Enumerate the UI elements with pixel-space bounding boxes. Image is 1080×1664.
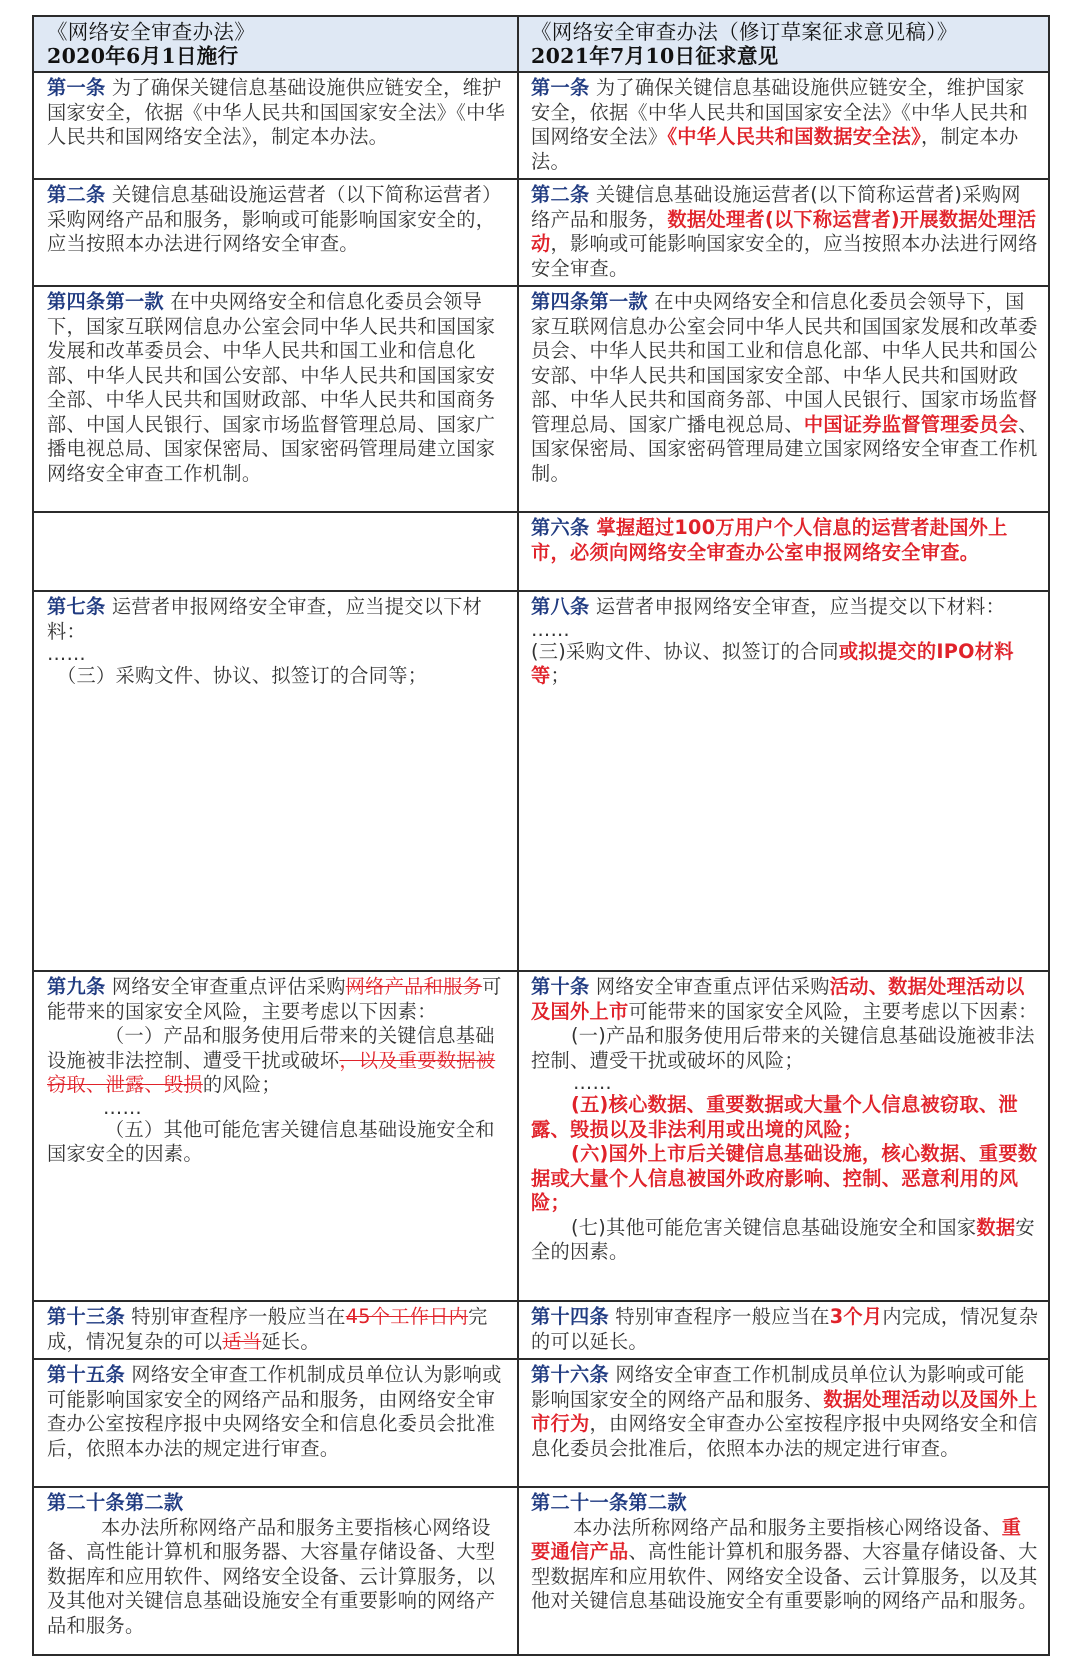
ellipsis: …… xyxy=(47,642,86,665)
right-column-header xyxy=(518,16,1049,72)
right-cell xyxy=(518,179,1049,286)
article-text: 为了确保关键信息基础设施供应链安全，维护国家安全，依据《中华人民共和国国家安全法》《中华人民共和国网络安全法》 xyxy=(531,76,1029,148)
article-item xyxy=(47,1024,511,1098)
article-text: 可能带来的国家安全风险，主要考虑以下因素： xyxy=(628,999,1038,1023)
table-row xyxy=(33,1359,1049,1487)
right-cell xyxy=(518,1301,1049,1359)
article-text: 的风险； xyxy=(202,1073,281,1096)
article-text: 、高性能计算机和服务器、大容量存储设备、大型数据库和应用软件、网络安全设备、云计算服务，以及其他对关键信息基础设施安全有重要影响的网络产品和服务。 xyxy=(531,1540,1038,1612)
left-cell-empty xyxy=(33,512,518,591)
added-text: 重要通信产品 xyxy=(531,1515,1022,1563)
article-text: 本办法所称网络产品和服务主要指核心网络设备、 xyxy=(573,1515,1002,1539)
article-number: 第二十条第二款 xyxy=(47,1491,184,1514)
left-doc-date: 2020年6月1日施行 xyxy=(47,44,239,68)
added-text: 3个月 xyxy=(829,1305,883,1328)
article-number: 第二十一条第二款 xyxy=(531,1491,687,1514)
deleted-text: 网络产品和服务 xyxy=(345,975,483,998)
table-row xyxy=(33,512,1049,591)
article-text: 特别审查程序一般应当在 xyxy=(608,1305,830,1328)
article-item xyxy=(531,640,1040,689)
article-text: ，由网络安全审查办公室按程序报中央网络安全和信息化委员会批准后，依照本办法的规定进行审查。 xyxy=(531,1412,1038,1460)
left-cell xyxy=(33,72,518,179)
added-text: 活动、数据处理活动以及国外上市 xyxy=(531,975,1025,1023)
article-item xyxy=(531,1093,1040,1142)
right-cell xyxy=(518,1359,1049,1487)
left-cell xyxy=(33,1359,518,1487)
article-text: (一)产品和服务使用后带来的关键信息基础设施被非法控制、遭受干扰或破坏的风险； xyxy=(531,1024,1035,1072)
left-doc-title: 《网络安全审查办法》 xyxy=(47,20,255,44)
deleted-text: 适当 xyxy=(222,1329,262,1353)
ellipsis: …… xyxy=(103,1095,142,1119)
table-row xyxy=(33,1487,1049,1655)
left-cell xyxy=(33,286,518,512)
article-text: 网络安全审查重点评估采购 xyxy=(105,975,346,998)
table-row xyxy=(33,971,1049,1301)
article-text: 在中央网络安全和信息化委员会领导下，国家互联网信息办公室会同中华人民共和国国家发展和改革委员会、中华人民共和国工业和信息化部、中华人民共和国公安部、中华人民共和国国家安全部、中华人民共和国财政部、中华人民共和国商务部、中国人民银行、国家市场监督管理总局、国家广播电视总局、国家保密局、国家密码管理局建立国家网络安全审查工作机制。 xyxy=(47,290,496,485)
left-cell xyxy=(33,1301,518,1359)
article-text: 特别审查程序一般应当在 xyxy=(124,1305,346,1328)
right-cell xyxy=(518,591,1049,971)
left-cell xyxy=(33,179,518,286)
article-text: ，影响或可能影响国家安全的，应当按照本办法进行网络安全审查。 xyxy=(531,232,1038,280)
article-number: 第四条第一款 xyxy=(531,290,648,313)
article-item xyxy=(47,1118,511,1167)
ellipsis: …… xyxy=(573,1071,612,1094)
article-number: 第十五条 xyxy=(47,1363,125,1386)
table-row xyxy=(33,591,1049,971)
article-text: ，制定本办法。 xyxy=(531,125,1019,173)
article-item xyxy=(47,1516,511,1639)
article-number: 第十四条 xyxy=(531,1305,609,1328)
left-cell xyxy=(33,971,518,1301)
article-number: 第四条第一款 xyxy=(47,290,164,313)
article-text: （五）其他可能危害关键信息基础设施安全和国家安全的因素。 xyxy=(47,1117,495,1165)
table-row xyxy=(33,286,1049,512)
article-item xyxy=(531,1142,1040,1216)
article-text: 在中央网络安全和信息化委员会领导下，国家互联网信息办公室会同中华人民共和国国家发展和改革委员会、中华人民共和国工业和信息化部、中华人民共和国公安部、中华人民共和国国家安全部、中华人民共和国财政部、中华人民共和国商务部、中国人民银行、国家市场监督管理总局、国家广播电视总局、 xyxy=(531,290,1038,436)
right-doc-title: 《网络安全审查办法（修订草案征求意见稿）》 xyxy=(531,20,958,44)
left-cell xyxy=(33,1487,518,1655)
article-number: 第九条 xyxy=(47,975,106,998)
article-number: 第十三条 xyxy=(47,1305,125,1328)
added-text: (五)核心数据、重要数据或大量个人信息被窃取、泄露、毁损以及非法利用或出境的风险； xyxy=(531,1093,1018,1141)
comparison-document xyxy=(32,15,1048,1656)
article-text: ； xyxy=(550,664,570,687)
added-text: 数据 xyxy=(976,1215,1016,1239)
deleted-text: ，以及重要数据被窃取、泄露、毁损 xyxy=(47,1048,496,1096)
added-text: 数据处理者(以下称运营者)开展数据处理活动 xyxy=(531,207,1037,255)
article-text: 安全的因素。 xyxy=(531,1215,1035,1263)
article-number: 第二条 xyxy=(531,183,590,206)
article-text: 关键信息基础设施运营者(以下简称运营者)采购网络产品和服务， xyxy=(531,183,1021,231)
table-row xyxy=(33,1301,1049,1359)
added-text: 掌握超过100万用户个人信息的运营者赴国外上市，必须向网络安全审查办公室申报网络安全审查。 xyxy=(531,516,1008,564)
right-cell xyxy=(518,1487,1049,1655)
article-text: 网络安全审查工作机制成员单位认为影响或可能影响国家安全的网络产品和服务、 xyxy=(531,1363,1025,1411)
article-number: 第八条 xyxy=(531,595,590,618)
article-number: 第十条 xyxy=(531,975,590,998)
ellipsis: …… xyxy=(531,617,570,641)
article-number: 第十六条 xyxy=(531,1363,609,1386)
comparison-table xyxy=(32,15,1050,1656)
table-row xyxy=(33,72,1049,179)
article-number: 第七条 xyxy=(47,595,106,618)
right-doc-date: 2021年7月10日征求意见 xyxy=(531,44,779,68)
added-text: (六)国外上市后关键信息基础设施，核心数据、重要数据或大量个人信息被国外政府影响、控制、恶意利用的风险； xyxy=(531,1142,1038,1214)
article-number: 第六条 xyxy=(531,516,590,539)
article-number: 第一条 xyxy=(531,76,590,99)
article-text: （一）产品和服务使用后带来的关键信息基础设施被非法控制、遭受干扰或破坏 xyxy=(47,1024,495,1072)
article-number: 第一条 xyxy=(47,76,106,99)
article-text: 运营者申报网络安全审查，应当提交以下材料： xyxy=(589,595,1006,618)
added-text: 《中华人民共和国数据安全法》 xyxy=(667,125,922,148)
right-cell xyxy=(518,72,1049,179)
article-item xyxy=(531,1516,1040,1614)
article-text: 运营者申报网络安全审查，应当提交以下材料： xyxy=(47,595,483,643)
added-text: 或拟提交的IPO材料等 xyxy=(531,639,1014,687)
article-item: （三）采购文件、协议、拟签订的合同等； xyxy=(57,664,428,687)
added-text: 数据处理活动以及国外上市行为 xyxy=(531,1387,1038,1435)
deleted-text: 45个工作日内 xyxy=(345,1305,469,1328)
article-text: 网络安全审查工作机制成员单位认为影响或可能影响国家安全的网络产品和服务，由网络安全审查办公室按程序报中央网络安全和信息化委员会批准后，依照本办法的规定进行审查。 xyxy=(47,1363,502,1460)
article-text: 为了确保关键信息基础设施供应链安全，维护国家安全，依据《中华人民共和国国家安全法》《中华人民共和国网络安全法》，制定本办法。 xyxy=(47,76,506,148)
left-column-header xyxy=(33,16,518,72)
article-text: 关键信息基础设施运营者（以下简称运营者）采购网络产品和服务，影响或可能影响国家安全的，应当按照本办法进行网络安全审查。 xyxy=(47,183,502,255)
article-text: (三)采购文件、协议、拟签订的合同 xyxy=(531,639,839,663)
right-cell xyxy=(518,971,1049,1301)
article-text: 网络安全审查重点评估采购 xyxy=(589,975,830,998)
article-text: 内完成，情况复杂的可以延长。 xyxy=(531,1305,1039,1353)
table-row xyxy=(33,179,1049,286)
right-cell xyxy=(518,286,1049,512)
article-number: 第二条 xyxy=(47,183,106,206)
article-text: (七)其他可能危害关键信息基础设施安全和国家 xyxy=(571,1215,977,1239)
article-text: 、国家保密局、国家密码管理局建立国家网络安全审查工作机制。 xyxy=(531,412,1038,485)
article-text: 完成，情况复杂的可以 xyxy=(47,1305,488,1353)
left-cell xyxy=(33,591,518,971)
article-text: 延长。 xyxy=(261,1329,320,1353)
article-item xyxy=(531,1216,1040,1265)
added-text: 中国证券监督管理委员会 xyxy=(803,412,1019,436)
right-cell xyxy=(518,512,1049,591)
article-item xyxy=(531,1024,1040,1073)
article-text: 本办法所称网络产品和服务主要指核心网络设备、高性能计算机和服务器、大容量存储设备、大型数据库和应用软件、网络安全设备、云计算服务，以及其他对关键信息基础设施安全有重要影响的网络产品和服务。 xyxy=(47,1515,496,1637)
article-text: 可能带来的国家安全风险，主要考虑以下因素： xyxy=(47,975,502,1023)
table-header-row xyxy=(33,16,1049,72)
